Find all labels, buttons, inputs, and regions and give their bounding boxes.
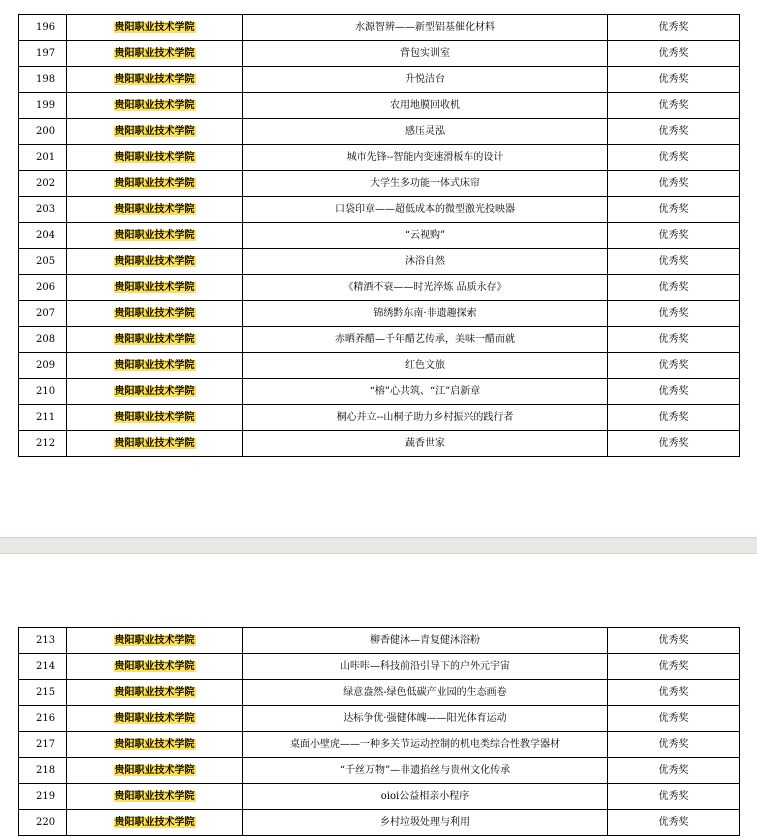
table-row	[19, 41, 740, 67]
table-row	[19, 431, 740, 457]
award-level-cell: 优秀奖	[608, 171, 740, 197]
row-number-cell: 210	[19, 379, 67, 405]
award-level-cell: 优秀奖	[608, 327, 740, 353]
row-number-cell: 200	[19, 119, 67, 145]
school-name-cell	[67, 732, 243, 758]
school-name-cell	[67, 784, 243, 810]
school-name-cell	[67, 145, 243, 171]
project-name-cell: 乡村垃圾处理与利用	[243, 810, 608, 836]
table-row	[19, 379, 740, 405]
table-row	[19, 732, 740, 758]
row-number-cell: 209	[19, 353, 67, 379]
row-number-cell: 216	[19, 706, 67, 732]
school-name-highlight: 贵阳职业技术学院	[114, 100, 195, 111]
table-row	[19, 249, 740, 275]
row-number-cell: 203	[19, 197, 67, 223]
school-name-cell	[67, 275, 243, 301]
award-level-cell: 优秀奖	[608, 145, 740, 171]
project-name-cell: oioi公益相亲小程序	[243, 784, 608, 810]
school-name-highlight: 贵阳职业技术学院	[114, 334, 195, 345]
row-number-cell: 198	[19, 67, 67, 93]
school-name-highlight: 贵阳职业技术学院	[114, 661, 195, 672]
table-row	[19, 706, 740, 732]
row-number-cell: 220	[19, 810, 67, 836]
school-name-cell	[67, 327, 243, 353]
row-number-cell: 213	[19, 628, 67, 654]
project-name-cell: 桐心并立--山桐子助力乡村振兴的践行者	[243, 405, 608, 431]
school-name-highlight: 贵阳职业技术学院	[114, 308, 195, 319]
table-row	[19, 654, 740, 680]
school-name-cell	[67, 405, 243, 431]
award-level-cell: 优秀奖	[608, 119, 740, 145]
school-name-highlight: 贵阳职业技术学院	[114, 817, 195, 828]
school-name-cell	[67, 758, 243, 784]
row-number-cell: 199	[19, 93, 67, 119]
row-number-cell: 218	[19, 758, 67, 784]
project-name-cell: 柳香健沐—青复健沐浴粉	[243, 628, 608, 654]
award-level-cell: 优秀奖	[608, 93, 740, 119]
school-name-highlight: 贵阳职业技术学院	[114, 204, 195, 215]
row-number-cell: 201	[19, 145, 67, 171]
school-name-cell	[67, 379, 243, 405]
table-row	[19, 67, 740, 93]
row-number-cell: 197	[19, 41, 67, 67]
row-number-cell: 211	[19, 405, 67, 431]
award-level-cell: 优秀奖	[608, 223, 740, 249]
award-level-cell: 优秀奖	[608, 654, 740, 680]
school-name-highlight: 贵阳职业技术学院	[114, 22, 195, 33]
school-name-cell	[67, 15, 243, 41]
table-row	[19, 784, 740, 810]
award-level-cell: 优秀奖	[608, 353, 740, 379]
table-row	[19, 171, 740, 197]
award-level-cell: 优秀奖	[608, 810, 740, 836]
school-name-highlight: 贵阳职业技术学院	[114, 152, 195, 163]
school-name-cell	[67, 223, 243, 249]
project-name-cell: 大学生多功能一体式床帘	[243, 171, 608, 197]
school-name-highlight: 贵阳职业技术学院	[114, 48, 195, 59]
school-name-cell	[67, 93, 243, 119]
row-number-cell: 208	[19, 327, 67, 353]
school-name-cell	[67, 654, 243, 680]
project-name-cell: 农用地膜回收机	[243, 93, 608, 119]
project-name-cell: 蔬香世家	[243, 431, 608, 457]
school-name-cell	[67, 119, 243, 145]
awards-table	[18, 14, 740, 457]
row-number-cell: 202	[19, 171, 67, 197]
school-name-cell	[67, 67, 243, 93]
row-number-cell: 212	[19, 431, 67, 457]
award-level-cell: 优秀奖	[608, 15, 740, 41]
school-name-cell	[67, 706, 243, 732]
table-row	[19, 301, 740, 327]
table-row	[19, 758, 740, 784]
table-row	[19, 680, 740, 706]
school-name-cell	[67, 353, 243, 379]
table-row	[19, 223, 740, 249]
school-name-highlight: 贵阳职业技术学院	[114, 438, 195, 449]
award-level-cell: 优秀奖	[608, 431, 740, 457]
award-level-cell: 优秀奖	[608, 628, 740, 654]
project-name-cell: 感压灵泓	[243, 119, 608, 145]
award-level-cell: 优秀奖	[608, 67, 740, 93]
school-name-highlight: 贵阳职业技术学院	[114, 282, 195, 293]
table-row	[19, 628, 740, 654]
school-name-cell	[67, 431, 243, 457]
school-name-highlight: 贵阳职业技术学院	[114, 412, 195, 423]
project-name-cell: 背包实训室	[243, 41, 608, 67]
award-level-cell: 优秀奖	[608, 405, 740, 431]
project-name-cell: 桌面小壁虎——一种多关节运动控制的机电类综合性教学器材	[243, 732, 608, 758]
school-name-highlight: 贵阳职业技术学院	[114, 178, 195, 189]
award-level-cell: 优秀奖	[608, 197, 740, 223]
table-row	[19, 119, 740, 145]
school-name-highlight: 贵阳职业技术学院	[114, 126, 195, 137]
school-name-cell	[67, 628, 243, 654]
table-row	[19, 275, 740, 301]
project-name-cell: 升悦洁台	[243, 67, 608, 93]
awards-table-body	[19, 628, 740, 836]
row-number-cell: 196	[19, 15, 67, 41]
award-level-cell: 优秀奖	[608, 275, 740, 301]
row-number-cell: 205	[19, 249, 67, 275]
row-number-cell: 215	[19, 680, 67, 706]
school-name-highlight: 贵阳职业技术学院	[114, 739, 195, 750]
table-row	[19, 810, 740, 836]
school-name-highlight: 贵阳职业技术学院	[114, 791, 195, 802]
page-separator	[0, 537, 757, 554]
project-name-cell: 锦绣黔东南·非遗趣探索	[243, 301, 608, 327]
school-name-highlight: 贵阳职业技术学院	[114, 687, 195, 698]
row-number-cell: 214	[19, 654, 67, 680]
school-name-highlight: 贵阳职业技术学院	[114, 765, 195, 776]
award-level-cell: 优秀奖	[608, 758, 740, 784]
project-name-cell: 口袋印章——超低成本的微型激光投映器	[243, 197, 608, 223]
project-name-cell: 绿意盎然-绿色低碳产业园的生态画卷	[243, 680, 608, 706]
project-name-cell: “云视购”	[243, 223, 608, 249]
school-name-highlight: 贵阳职业技术学院	[114, 713, 195, 724]
table-row	[19, 15, 740, 41]
row-number-cell: 219	[19, 784, 67, 810]
project-name-cell: 水源智辨——新型铝基催化材料	[243, 15, 608, 41]
school-name-highlight: 贵阳职业技术学院	[114, 360, 195, 371]
award-level-cell: 优秀奖	[608, 706, 740, 732]
table-row	[19, 405, 740, 431]
award-level-cell: 优秀奖	[608, 249, 740, 275]
row-number-cell: 206	[19, 275, 67, 301]
project-name-cell: “千丝万物”—非遗掐丝与贵州文化传承	[243, 758, 608, 784]
award-level-cell: 优秀奖	[608, 680, 740, 706]
school-name-cell	[67, 41, 243, 67]
award-level-cell: 优秀奖	[608, 379, 740, 405]
table-row	[19, 353, 740, 379]
project-name-cell: 沐浴自然	[243, 249, 608, 275]
school-name-cell	[67, 810, 243, 836]
school-name-highlight: 贵阳职业技术学院	[114, 635, 195, 646]
project-name-cell: “榕”心共筑、“江”启新章	[243, 379, 608, 405]
table-row	[19, 145, 740, 171]
table-row	[19, 327, 740, 353]
school-name-highlight: 贵阳职业技术学院	[114, 230, 195, 241]
table-row	[19, 197, 740, 223]
award-level-cell: 优秀奖	[608, 732, 740, 758]
project-name-cell: 达标争优·强健体魄——阳光体育运动	[243, 706, 608, 732]
school-name-highlight: 贵阳职业技术学院	[114, 74, 195, 85]
school-name-highlight: 贵阳职业技术学院	[114, 386, 195, 397]
project-name-cell: 城市先锋--智能内变速滑板车的设计	[243, 145, 608, 171]
row-number-cell: 204	[19, 223, 67, 249]
school-name-cell	[67, 197, 243, 223]
row-number-cell: 207	[19, 301, 67, 327]
project-name-cell: 山咔咔—科技前沿引导下的户外元宇宙	[243, 654, 608, 680]
school-name-cell	[67, 680, 243, 706]
project-name-cell: 《精酒不衰——时光淬炼 品质永存》	[243, 275, 608, 301]
school-name-cell	[67, 249, 243, 275]
project-name-cell: 赤晒养醋—千年醋艺传承，美味一醋而就	[243, 327, 608, 353]
award-level-cell: 优秀奖	[608, 41, 740, 67]
awards-table-body	[19, 15, 740, 457]
award-level-cell: 优秀奖	[608, 301, 740, 327]
awards-table	[18, 627, 740, 836]
school-name-cell	[67, 301, 243, 327]
project-name-cell: 红色文旅	[243, 353, 608, 379]
school-name-cell	[67, 171, 243, 197]
row-number-cell: 217	[19, 732, 67, 758]
school-name-highlight: 贵阳职业技术学院	[114, 256, 195, 267]
award-level-cell: 优秀奖	[608, 784, 740, 810]
table-row	[19, 93, 740, 119]
